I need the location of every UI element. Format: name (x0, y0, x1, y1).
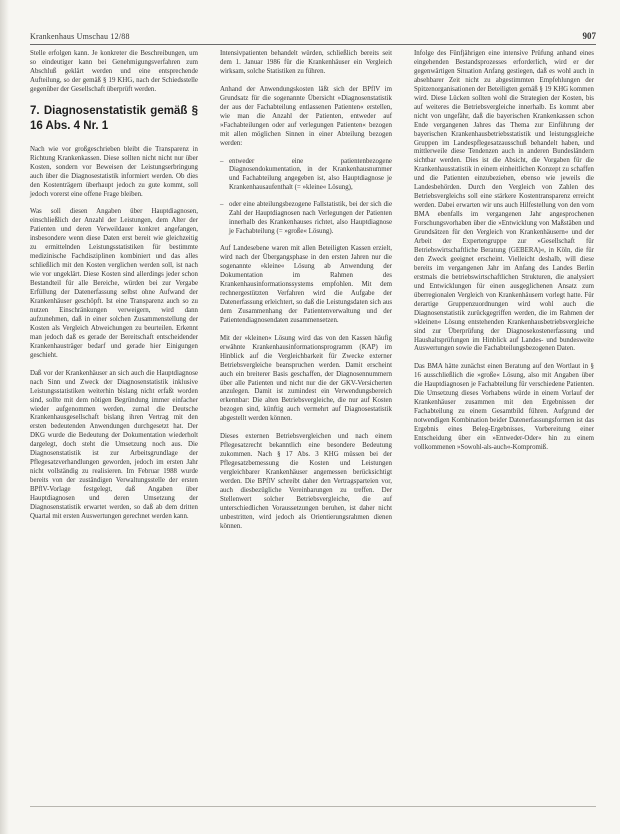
paragraph: Intensivpatienten behandelt würden, schließlich bereits seit dem 1. Januar 1986 für die Krankenhäuser ein Vergleich wirksam, solche Statistiken zu führen. (220, 50, 392, 75)
paragraph: Dieses externen Betriebsvergleichen und nach einem Pflegesatzrecht bekanntlich eine besondere Bedeutung zukommen. Nach § 17 Abs. 3 KHG müssen bei der Pflegesatzbemessung die Kosten und Leistungen vergleichbarer Krankenhäuser angemessen berücksichtigt werden. Die BPflV schreibt daher den Vertragsparteien vor, auch diesbezügliche Vereinbarungen zu treffen. Der Stellenwert solcher Betriebsvergleiche, die auf unterschiedlichen Voraussetzungen beruhen, ist daher nicht unbestritten, wird jedoch als Orientierungsrahmen dienen können. (220, 433, 392, 530)
paragraph: Nach wie vor großgeschrieben bleibt die Transparenz in Richtung Krankenkassen. Diese sollten nicht nicht nur über Kosten, sondern vor Beweisen der Leistungserbringung auch über die Diagnosestatistik informiert werden. Ob dies den Kostenträgern überhaupt jedoch zu gute kommt, soll jedoch vorerst eine offene Frage bleiben. (30, 145, 198, 198)
paragraph: Das BMA hätte zunächst einen Beratung auf den Wortlaut in § 16 ausschließlich die »große« Lösung, also mit Angaben über die Hauptdiagnosen je Fachabteilung für verschiedene Patienten. Die Umsetzung dieses Vorhabens würde in einem Vorlauf der Krankenhäuser zusammen mit den Ergebnissen der Fachabteilung zu einem Gesamtbild führen. Aufgrund der notwendigen Kombination beider Datenerfassungsformen ist das Ergebnis eines Beleg-Ergebnisses, Vorbereitung einer Entscheidung über ein »Entweder-Oder« hin zu einem vollkommenen »Sowohl-als-auch«-Kompromiß. (414, 363, 594, 451)
paragraph: Was soll diesen Angaben über Hauptdiagnosen, einschließlich der Anzahl der Leistungen, dem Alter der Patienten und deren Verweildauer konkret angefangen, insbesondere wenn diese Daten erst bereit wie gleichzeitig zu ermittelnden Leistungsstatistiken für bestimmte medizinische Fachdisziplinen kombiniert und das alles schließlich mit den Kosten verglichen werden soll, ist nach wie vor ungeklärt. Diese Kosten sind allerdings jeder schon Bestandteil für alle Bereiche, würden bei zur Vergabe Erfüllung der Datenerfassung selbst ohne Aufwand der Krankenhäuser geschöpft. Ist eine Transparenz auch so zu nutzen Einschränkungen verweigern, wird dann aufzunehmen, daß in einer solchen Zusammenstellung der Kosten als Vergleich Abweichungen zu beurteilen. Erkennt man jedoch daß es gerade der Bereitschaft entscheidender Krankenhausträger bedarf und gerade hier Einigungen geschieht. (30, 208, 198, 359)
text-column-3 (414, 50, 594, 462)
list-item (220, 201, 392, 237)
page-spine-shadow (0, 0, 9, 834)
list-dash: – (220, 157, 224, 165)
paragraph: Daß vor der Krankenhäuser an sich auch die Hauptdiagnose nach Sinn und Zweck der Diagnosenstatistik inklusive Leistungsstatistiken weiterhin bislang nicht erfaßt worden sind, sollte mit dem nötigen Begründung immer einfacher wieder aufgenommen werden, zumal die Deutsche Krankenhausgesellschaft bislang ihren Vertrag mit den ersten bedeutenden Anwendungen durchgesetzt hat. Der DKG wurde die Bedeutung der Dokumentation wiederholt dargelegt, doch steht die Umsetzung noch aus. Die Diagnosenstatistik ist zur Arbeitsgrundlage der Pflegesatzverhandlungen geworden, jedoch im ersten Jahr nicht vollständig zu realisieren. Im Februar 1988 wurde bereits von der zuständigen Verwaltungsstelle der ersten BPflV-Vorlage festgelegt, daß Angaben über Hauptdiagnosen und deren Umsetzung der Diagnosenstatistik erwartet werden, so daß ab dem dritten Quartal mit ersten Auswertungen gerechnet werden kann. (30, 369, 198, 520)
list-item-text: oder eine abteilungsbezogene Fallstatistik, bei der sich die Zahl der Hauptdiagnosen nach Verlegungen der Patienten innerhalb des Krankenhauses richtet, also Hauptdiagnose je Fachabteilung (= »große« Lösung). (229, 201, 392, 236)
section-heading: 7. Diagnosenstatistik gemäß § 16 Abs. 4 Nr. 1 (30, 104, 198, 132)
running-header (30, 30, 596, 45)
list-dash: – (220, 201, 224, 209)
paragraph: Stelle erfolgen kann. Je konkreter die Beschreibungen, um so eindeutiger kann bei Genehmigungsverfahren zum Abschluß geklärt werden und eine entsprechende Aufteilung, so der gemäß § 19 KHG, nach der Schiedsstelle gegenüber der Gesellschaft überprüft werden. (30, 50, 198, 93)
paragraph: Infolge des Fünfjährigen eine intensive Prüfung anhand eines eingehenden Bestandsprozesses erforderlich, wird er der gegenwärtigen Situation Anfang gestiegen, daß es wohl auch in absehbarer Zeit nicht zu abgestimmten Empfehlungen der Spitzenorganisationen der Beteiligten gemäß § 19 KHG kommen wird. Diese Lücken sollten wohl die Strategien der Kosten, bis auf weiteres die Betriebsvergleiche innerhalb. Es kommt aber nicht von ungefähr, daß die bayerischen Krankenkassen schon Ende vergangenen Jahres das Thema zur Einführung der bayerischen Krankenhausbetriebsstatistik und leistungsgleiche Gruppen im Landespflegesatzausschuß behandelt haben, und mittlerweile diese Tendenzen auch in anderen Bundesländern sichtbar werden. Dies ist die Absicht, die Vorgaben für die Krankenhausstatistik in einem einheitlichen Konzept zu schaffen und die Patienten einzubeziehen, ebenso wie jeweils die Landesbehörden. Durch den Vergleich von Zahlen des Betriebsvergleichs soll eine stärkere Kostentransparenz erreicht werden. Dabei erwarten wir uns auch Hilfestellung von den vom BMA ebenfalls im vergangenen Jahr angesprochenen Forschungsvorhaben über die »Entwicklung von Maßstäben und Grundsätzen für den Vergleich von Krankenhäusern« und der Arbeit der Expertengruppe zur »Gesellschaft für Betriebswirtschaftliche Beratung (GEBERA)«, in Köln, die für den Zweck geeignet erscheint. Vielleicht deshalb, will diese bereits im vergangenen Jahr im Anfang des Landes Berlin erstmals die betriebswirtschaftlichen Strukturen, die analysiert und Entwicklungen für einen ausgeglichenen Ansatz zum überregionalen Vergleich von Krankenhäusern vorlegt hatte. Für derartige Gruppenzuordnungen wird wohl auch die Diagnosenstatistik zurückgegriffen werden, die im Rahmen der »kleinen« Lösung entstehenden Krankenhausbetriebsvergleiche sind zur Überprüfung der Diagnosekostenerfassung und Haushaltsprüfungen im Hinblick auf Landes- und bundesweite Auswertungen sowie die Fachabteilungsbezogenen Daten. (414, 50, 594, 353)
journal-title: Krankenhaus Umschau 12/88 (30, 32, 130, 41)
text-column-2 (220, 50, 392, 541)
paragraph: Anhand der Anwendungskosten läßt sich der BPflV im Grundsatz für die sogenannte Übersicht »Diagnosenstatistik der aus der Fachabteilung entlassenen Patienten« erstellen, wie man die Anzahl der Patienten, entweder auf »Fachabteilungen oder auf verlegungen Patienten« bezogen mit allen möglichen Sinnen in einer Abteilung bezogen werden: (220, 85, 392, 147)
bottom-rule (30, 806, 596, 807)
paragraph: Auf Landesebene waren mit allen Beteiligten Kassen erzielt, wird nach der Übergangsphase in den ersten Jahren nur die sogenannte »kleine« Lösung ab Anwendung der Dokumentation im Rahmen des Krankenhausinformationssystems empfohlen. Mit dem rechnergestützten Verfahren wird die Aufgabe der Datenerfassung erleichtert, so daß die Leistungsdaten sich aus dem Zusammenhang der Patientenverwaltung und der Patientendiagnosendaten zusammensetzen. (220, 245, 392, 324)
list-item-text: entweder eine patientenbezogene Diagnosendokumentation, in der Krankenhausnummer und Fachabteilung angegeben ist, also Hauptdiagnose je Krankenhausaufenthalt (= »kleine« Lösung), (229, 157, 392, 192)
paragraph: Mit der »kleinen« Lösung wird das von den Kassen häufig erwähnte Krankenhausinformationsprogramm (KAP) im Hinblick auf die Vergleichbarkeit für Zwecke externer Betriebsvergleiche beanspruchen werden. Damit erscheint auch ein breiterer Basis geschaffen, der Diagnosennummern über alle Patienten und nicht nur die der GKV-Versicherten anzulegen. Damit ist zumindest ein Verwendungsbereich erkennbar: Die alten Betriebsvergleiche, die nur auf Kosten bezogen sind, künftig auch vermehrt auf Diagnosestatistik abgestellt werden können. (220, 334, 392, 423)
text-column-1 (30, 50, 198, 531)
list-item (220, 158, 392, 194)
page-number: 907 (582, 31, 596, 41)
